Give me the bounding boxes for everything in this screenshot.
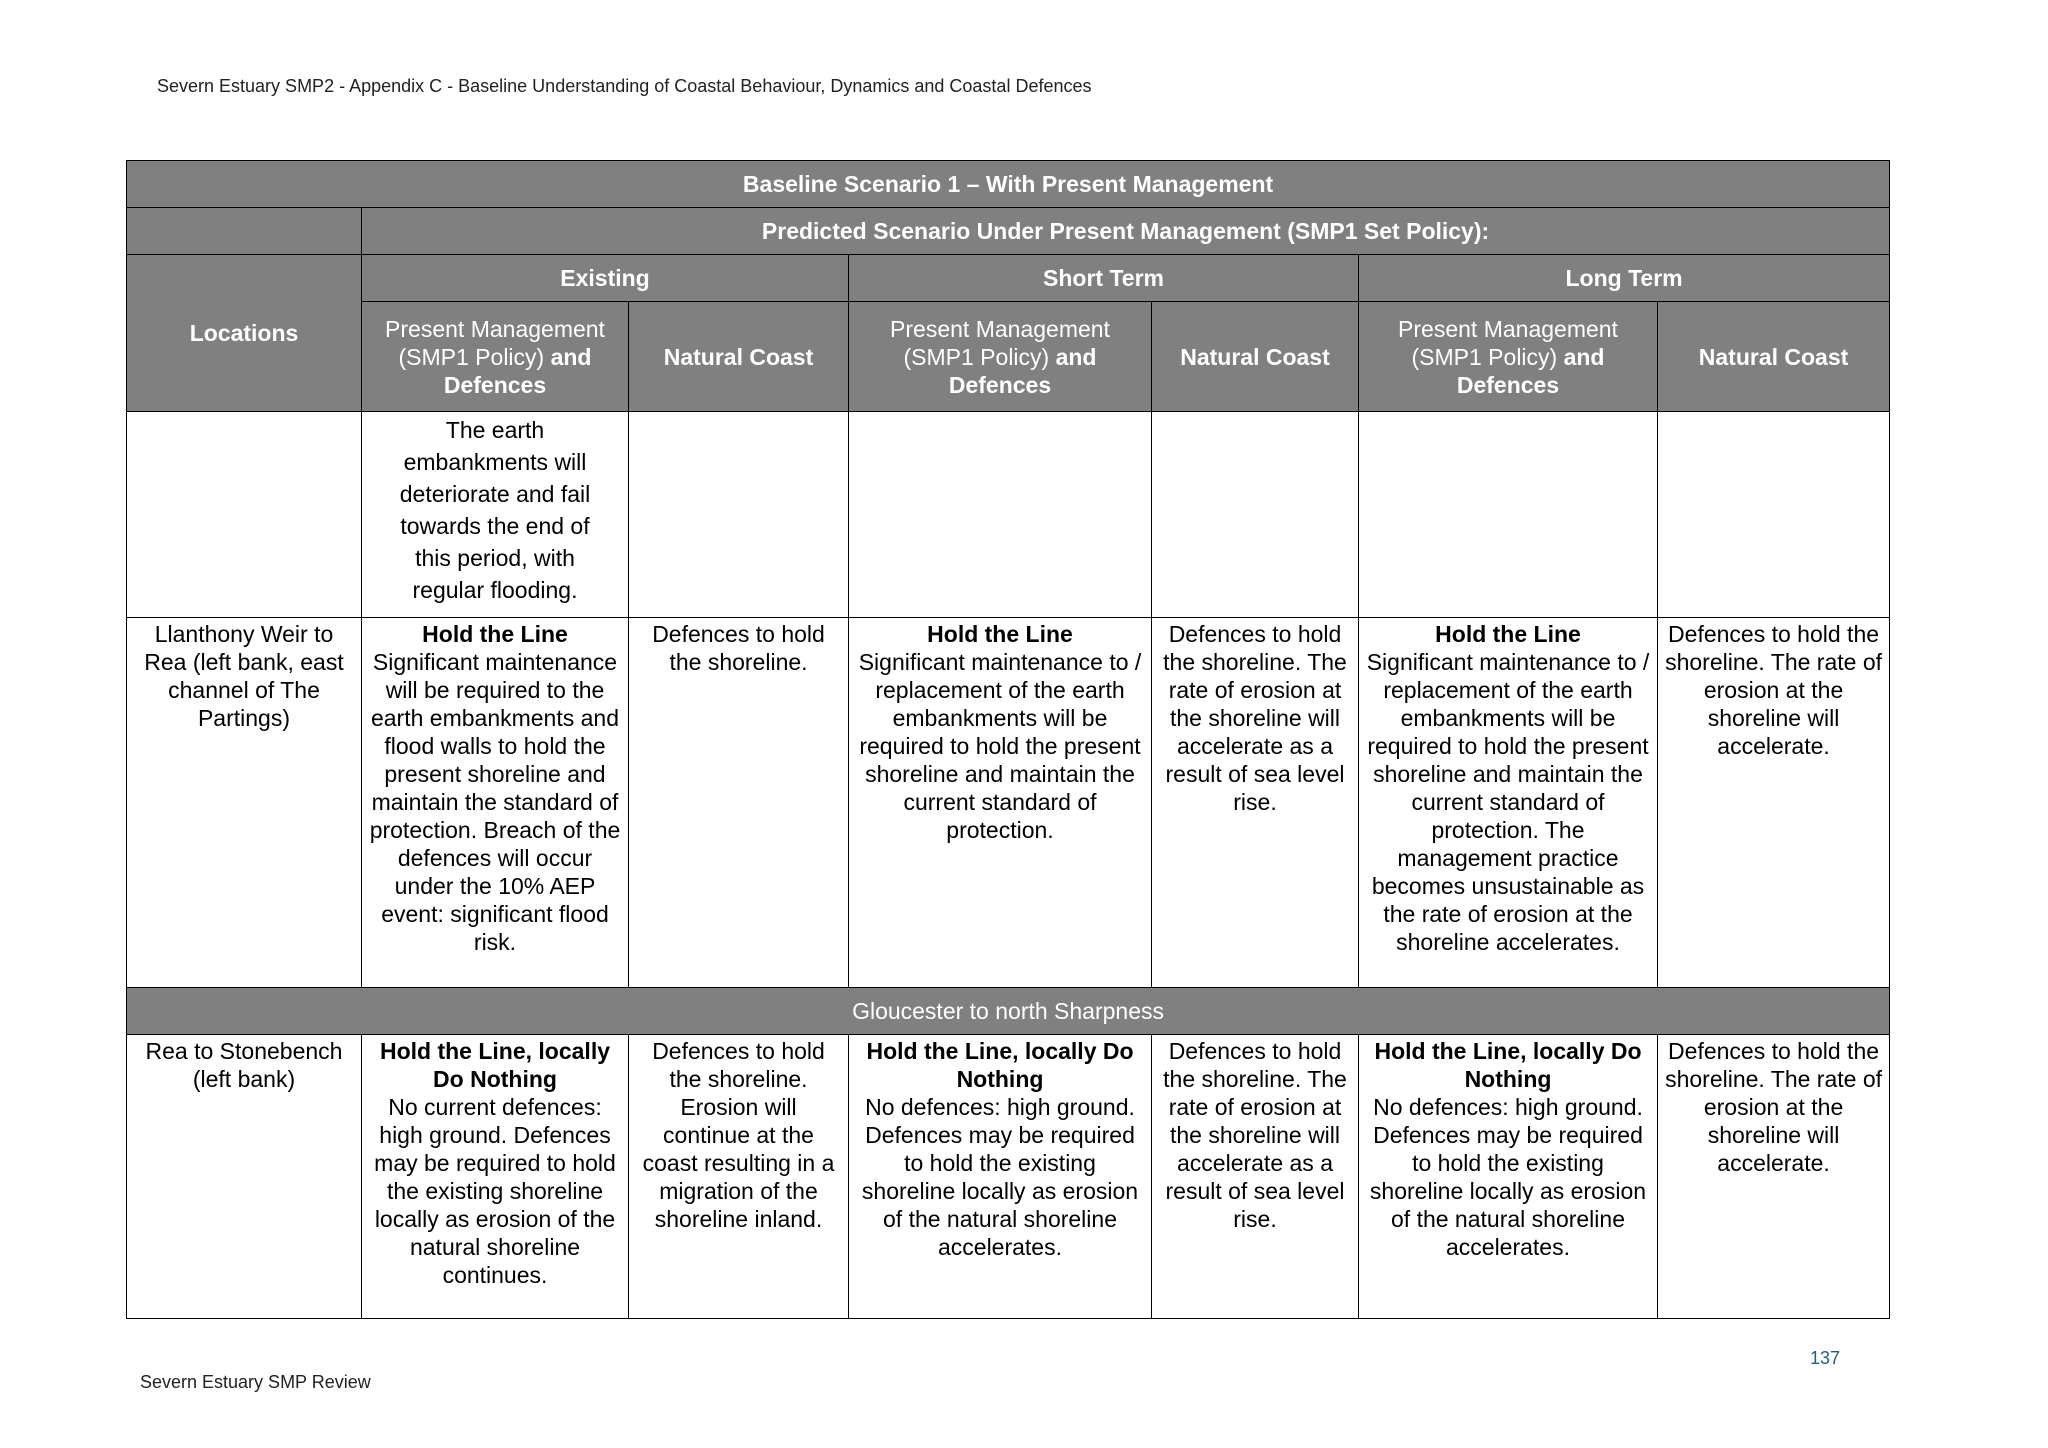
pm-header-line1: Present Management [890, 315, 1110, 342]
section-row [127, 988, 1890, 1035]
pm-header-line3: Defences [443, 371, 547, 398]
existing-pm-cell [362, 1035, 629, 1319]
short-pm-cell [849, 1035, 1152, 1319]
short-pm-text: Significant maintenance to / replacement of the earth embankments will be required to hold the present shoreline and maintain the current standard of protection. [858, 649, 1142, 843]
table-subtitle: Predicted Scenario Under Present Management (SMP1 Set Policy): [362, 208, 1890, 255]
long-pm-text: No defences: high ground. Defences may be required to hold the existing shoreline locally as erosion of the natural shoreline accelerates. [1369, 1094, 1647, 1260]
short-pm-policy: Hold the Line, locally Do Nothing [866, 1038, 1134, 1092]
table-row [127, 618, 1890, 988]
period-short-term-header: Short Term [849, 255, 1359, 302]
existing-pm-text: No current defences: high ground. Defences may be required to hold the existing shoreline locally as erosion of the natural shoreline continues. [374, 1094, 616, 1288]
existing-pm-text: The earth embankments will deteriorate and fail towards the end of this period, with regular flooding. [399, 417, 591, 603]
existing-nc-cell: Defences to hold the shoreline. Erosion will continue at the coast resulting in a migration of the shoreline inland. [629, 1035, 849, 1319]
table-row [127, 412, 1890, 618]
section-title: Gloucester to north Sharpness [127, 988, 1890, 1035]
long-pm-text: Significant maintenance to / replacement of the earth embankments will be required to hold the present shoreline and maintain the current standard of protection. The management practice becomes unsustainable as the rate of erosion at the shoreline accelerates. [1366, 649, 1650, 955]
pm-header-line2: (SMP1 Policy) [398, 343, 545, 370]
long-pm-cell [1359, 1035, 1658, 1319]
existing-pm-policy: Hold the Line, locally Do Nothing [379, 1038, 611, 1092]
pm-header-and: and [544, 343, 592, 370]
pm-header-line1: Present Management [385, 315, 605, 342]
long-nc-cell [1658, 412, 1890, 618]
pm-header-and: and [1557, 343, 1605, 370]
present-management-header [362, 302, 629, 412]
location-cell [127, 412, 362, 618]
short-pm-cell [849, 618, 1152, 988]
locations-header: Locations [127, 255, 362, 412]
pm-header-line1: Present Management [1398, 315, 1618, 342]
short-pm-policy: Hold the Line [927, 621, 1073, 647]
natural-coast-header: Natural Coast [1658, 302, 1890, 412]
table-title: Baseline Scenario 1 – With Present Management [127, 161, 1890, 208]
long-nc-cell: Defences to hold the shoreline. The rate of erosion at the shoreline will accelerate. [1658, 1035, 1890, 1319]
period-existing-header: Existing [362, 255, 849, 302]
existing-nc-cell: Defences to hold the shoreline. [629, 618, 849, 988]
page-number: 137 [1810, 1348, 1841, 1368]
short-pm-text: No defences: high ground. Defences may be required to hold the existing shoreline locally as erosion of the natural shoreline accelerates. [861, 1094, 1139, 1260]
natural-coast-header: Natural Coast [1152, 302, 1359, 412]
location-cell: Rea to Stonebench (left bank) [127, 1035, 362, 1319]
pm-header-line2: (SMP1 Policy) [903, 343, 1050, 370]
long-nc-cell: Defences to hold the shoreline. The rate of erosion at the shoreline will accelerate. [1658, 618, 1890, 988]
present-management-header [849, 302, 1152, 412]
pm-header-line3: Defences [1456, 371, 1560, 398]
location-cell: Llanthony Weir to Rea (left bank, east channel of The Partings) [127, 618, 362, 988]
existing-pm-cell [362, 618, 629, 988]
pm-header-and: and [1049, 343, 1097, 370]
baseline-scenario-table [126, 160, 1890, 1319]
existing-nc-cell [629, 412, 849, 618]
period-long-term-header: Long Term [1359, 255, 1890, 302]
document-header: Severn Estuary SMP2 - Appendix C - Baseline Understanding of Coastal Behaviour, Dynamics and Coastal Defences [157, 76, 1092, 96]
existing-pm-policy: Hold the Line [422, 621, 568, 647]
short-nc-cell: Defences to hold the shoreline. The rate of erosion at the shoreline will accelerate as a result of sea level rise. [1152, 1035, 1359, 1319]
natural-coast-header: Natural Coast [629, 302, 849, 412]
long-pm-policy: Hold the Line [1435, 621, 1581, 647]
short-pm-cell [849, 412, 1152, 618]
short-nc-cell: Defences to hold the shoreline. The rate of erosion at the shoreline will accelerate as a result of sea level rise. [1152, 618, 1359, 988]
long-pm-cell [1359, 412, 1658, 618]
short-nc-cell [1152, 412, 1359, 618]
long-pm-policy: Hold the Line, locally Do Nothing [1374, 1038, 1642, 1092]
existing-pm-text: Significant maintenance will be required to the earth embankments and flood walls to hold the present shoreline and maintain the standard of protection. Breach of the defences will occur under the 10% AEP event: significant flood risk. [369, 649, 621, 955]
long-pm-cell [1359, 618, 1658, 988]
present-management-header [1359, 302, 1658, 412]
existing-pm-cell [362, 412, 629, 618]
pm-header-line2: (SMP1 Policy) [1411, 343, 1558, 370]
pm-header-line3: Defences [948, 371, 1052, 398]
empty-header-cell [127, 208, 362, 255]
table-row [127, 1035, 1890, 1319]
document-footer: Severn Estuary SMP Review [140, 1372, 371, 1392]
